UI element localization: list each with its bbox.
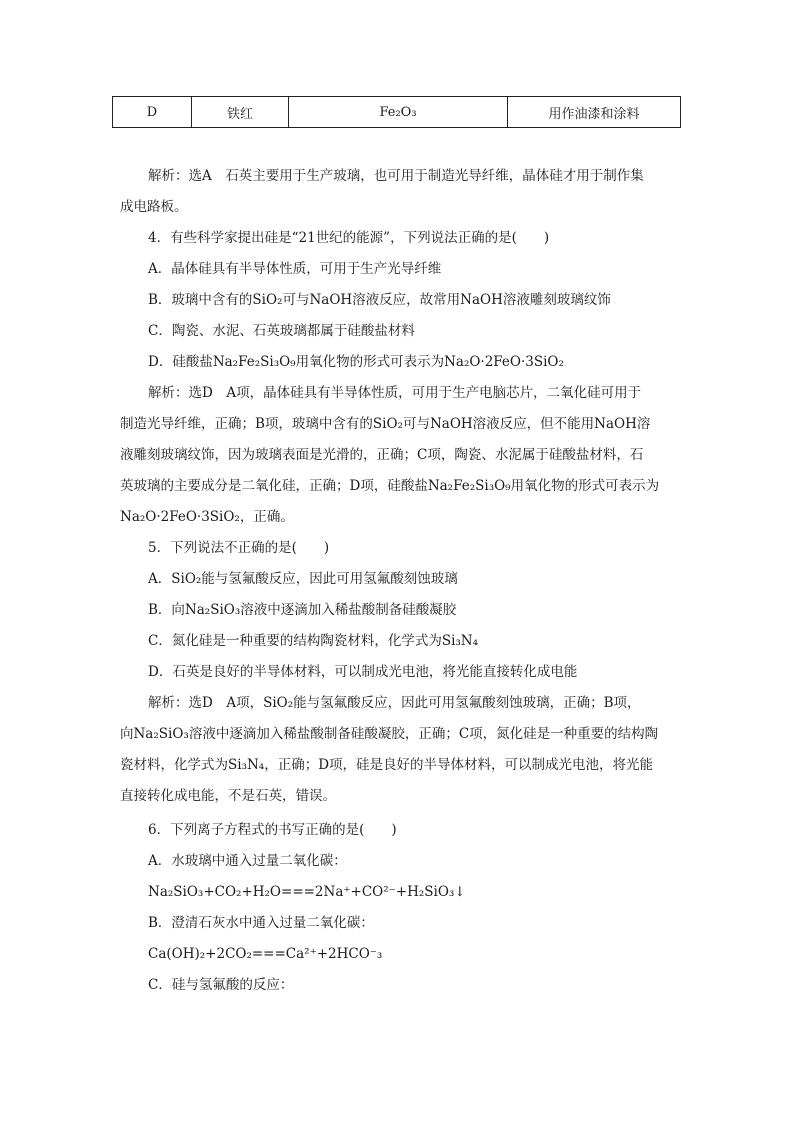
text-line: 解析：选A 石英主要用于生产玻璃，也可用于制造光导纤维，晶体硅才用于制作集 — [148, 168, 644, 184]
text-line: 成电路板。 — [120, 199, 188, 215]
material-table — [112, 96, 681, 128]
text-line: 4．有些科学家提出硅是“21世纪的能源”，下列说法正确的是( ) — [148, 230, 550, 246]
text-line: B．澄清石灰水中通入过量二氧化碳： — [148, 915, 374, 931]
text-line: 向Na₂SiO₃溶液中逐滴加入稀盐酸制备硅酸凝胶，正确；C项，氮化硅是一种重要的结构陶 — [120, 726, 659, 742]
text-line: A．水玻璃中通入过量二氧化碳： — [148, 853, 347, 869]
table-cell-formula: Fe₂O₃ — [289, 97, 508, 128]
text-line: B．向Na₂SiO₃溶液中逐滴加入稀盐酸制备硅酸凝胶 — [148, 602, 457, 618]
text-line: C．硅与氢氟酸的反应： — [148, 977, 294, 993]
text-line: Na₂SiO₃+CO₂+H₂O===2Na⁺+CO²⁻+H₂SiO₃↓ — [148, 884, 466, 900]
table-cell-name: 铁红 — [192, 97, 289, 128]
text-line: 制造光导纤维，正确；B项，玻璃中含有的SiO₂可与NaOH溶液反应，但不能用NaOH溶 — [120, 416, 651, 432]
text-line: 解析：选D A项，晶体硅具有半导体性质，可用于生产电脑芯片，二氧化硅可用于 — [148, 385, 642, 401]
text-line: Na₂O·2FeO·3SiO₂，正确。 — [120, 509, 294, 525]
text-line: Ca(OH)₂+2CO₂===Ca²⁺+2HCO⁻₃ — [148, 946, 383, 962]
text-line: 英玻璃的主要成分是二氧化硅，正确；D项，硅酸盐Na₂Fe₂Si₃O₉用氧化物的形式可表示为 — [120, 478, 660, 494]
text-line: 直接转化成电能，不是石英，错误。 — [120, 788, 336, 804]
text-line: A．晶体硅具有半导体性质，可用于生产光导纤维 — [148, 261, 442, 277]
table-cell-use: 用作油漆和涂料 — [508, 97, 681, 128]
text-line: 液雕刻玻璃纹饰，因为玻璃表面是光滑的，正确；C项，陶瓷、水泥属于硅酸盐材料，石 — [120, 447, 644, 463]
text-line: A．SiO₂能与氢氟酸反应，因此可用氢氟酸刻蚀玻璃 — [148, 571, 458, 587]
text-line: D．硅酸盐Na₂Fe₂Si₃O₉用氧化物的形式可表示为Na₂O·2FeO·3SiO₂ — [148, 354, 564, 370]
text-line: C．陶瓷、水泥、石英玻璃都属于硅酸盐材料 — [148, 323, 415, 339]
table-cell-label: D — [113, 97, 192, 128]
text-line: 5．下列说法不正确的是( ) — [148, 540, 330, 556]
text-line: C．氮化硅是一种重要的结构陶瓷材料，化学式为Si₃N₄ — [148, 633, 479, 649]
text-line: 解析：选D A项，SiO₂能与氢氟酸反应，因此可用氢氟酸刻蚀玻璃，正确；B项， — [148, 695, 641, 711]
text-line: 瓷材料，化学式为Si₃N₄，正确；D项，硅是良好的半导体材料，可以制成光电池，将光能 — [120, 757, 654, 773]
text-line: D．石英是良好的半导体材料，可以制成光电池，将光能直接转化成电能 — [148, 664, 578, 680]
text-line: B．玻璃中含有的SiO₂可与NaOH溶液反应，故常用NaOH溶液雕刻玻璃纹饰 — [148, 292, 611, 308]
text-line: 6．下列离子方程式的书写正确的是( ) — [148, 822, 397, 838]
table-row — [113, 97, 681, 128]
